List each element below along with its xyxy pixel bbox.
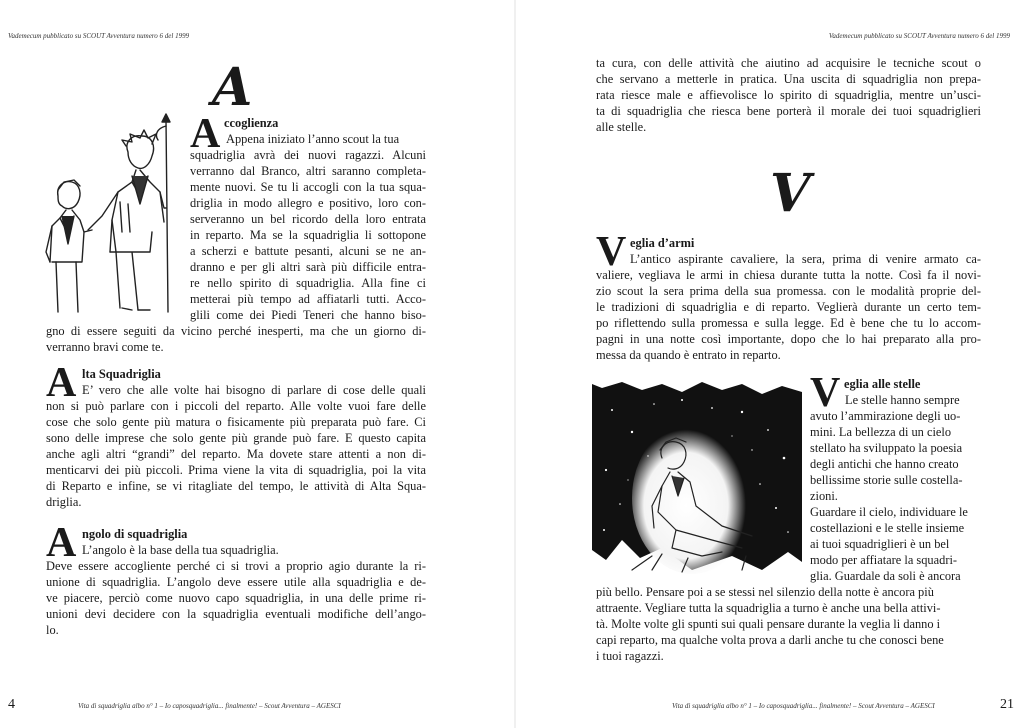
veglia-stelle-body-continued: più bello. Pensare poi a se stessi nel silenzio della notte è ancora più attraente. Vegliare tutta la squadriglia a turno è anche una bella attivi- tà. Molte volte gli spunti sui quali pensare durante la veglia li danno i capi reparto, ma qualche volta prova a darli anche tu che conosci bene i tuoi ragazzi.	[596, 585, 944, 663]
angolo-body: Deve essere accogliente perché ci si trovi a proprio agio durante la ri- unione di squadriglia. L’angolo deve essere utile alla squadriglia e de- ve piacere, perciò come nuovo capo squadriglia, in una delle prime ri- unioni devi decidere con la squadriglia eventuali modifiche dell’ango- lo.	[46, 559, 426, 637]
section-title-veglia-armi: eglia d’armi	[630, 236, 695, 250]
stargazing-illustration	[592, 380, 802, 580]
scouts-handshake-illustration	[40, 112, 190, 322]
left-page-header: Vademecum pubblicato su SCOUT Avventura numero 6 del 1999	[8, 32, 190, 40]
alta-squadriglia-body: non si può parlare con i piccoli del reparto. Alle volte vuoi fare delle cose che solo gente più matura o fisicamente più preparata può fare. Ci sono delle imprese che solo gente più grande può fare. E questo capita anche agli altri “grandi” del reparto. Ma dovete stare attenti a non di- menticarvi dei più piccoli. Prima viene la vita di squadriglia, poi la vita di Reparto e infine, se vi ritagliate del tempo, le attività di Alta Squa- driglia.	[46, 399, 426, 509]
accoglienza-body: squadriglia avrà dei nuovi ragazzi. Alcuni verranno dal Branco, altri saranno completa- mente nuovi. Se tu li accogli con la tua squa- driglia in modo allegro e positivo, loro con- serveranno un bel ricordo della loro entrata in reparto. Ma se la squadriglia li sottopone a scherzi e battute pesanti, alcuni se ne an- dranno e per gli altri sarà più difficile entra- re nello spirito di squadriglia. Alla fine ci metterai più tempo ad affiatarli tutti. Acco- glili come dei Piedi Teneri che hanno biso-	[190, 148, 426, 322]
section-title-accoglienza: ccoglienza	[224, 116, 279, 130]
intro-paragraph: ta cura, con delle attività che aiutino ad acquisire le tecniche scout o che servano a metterle in pratica. Una uscita di squadriglia non prepa- rata riesce male e affievolisce lo spirito di squadriglia, mentre un’usci- ta di squadriglia che riesca bene porterà il morale dei tuoi squadriglieri alle stelle.	[596, 56, 981, 134]
veglia-armi-line-1: L’antico aspirante cavaliere, la sera, prima di venire armato ca-	[630, 252, 981, 266]
left-page-footer: Vita di squadriglia albo n° 1 – Io caposquadriglia... finalmente! – Scout Avventura – AGESCI	[78, 702, 341, 710]
section-title-alta-squadriglia: lta Squadriglia	[82, 367, 161, 381]
veglia-armi-body: valiere, vegliava le armi in chiesa durante tutta la notte. Così fa il novi- zio scout la sera prima della sua promessa. con le modalità proprie del- le tradizioni di squadriglia e di reparto. Veglierà durante un certo tem- po riflettendo sulla promessa e sulla legge. Ed è bene che tu lo accom- pagni in una notte così importante, dopo che lo hai preparato alla pro- messa da quando è entrato in reparto.	[596, 268, 981, 362]
section-letter-ornament-v: V	[770, 163, 811, 224]
drop-cap-veglia-stelle: V	[810, 370, 841, 416]
angolo-line-1: L’angolo è la base della tua squadriglia.	[82, 543, 279, 557]
right-page-header: Vademecum pubblicato su SCOUT Avventura numero 6 del 1999	[828, 32, 1010, 40]
drop-cap-angolo: A	[46, 520, 77, 566]
page-gutter	[514, 0, 516, 728]
accoglienza-body-continued: gno di essere seguiti da vicino perché inesperti, ma che un giorno di- verranno bravi come te.	[46, 324, 426, 354]
drop-cap-alta-squadriglia: A	[46, 360, 77, 406]
right-page-number: 21	[1000, 697, 1014, 712]
section-letter-ornament-a: A	[212, 57, 253, 118]
drop-cap-accoglienza: A	[190, 111, 221, 157]
left-page-number: 4	[8, 697, 15, 712]
drop-cap-veglia-armi: V	[596, 229, 627, 275]
veglia-stelle-line-1: Le stelle hanno sempre	[845, 393, 960, 407]
right-page-footer: Vita di squadriglia albo n° 1 – Io caposquadriglia... finalmente! – Scout Avventura – AGESCI	[672, 702, 935, 710]
veglia-stelle-body: avuto l’ammirazione degli uo- mini. La bellezza di un cielo stellato ha sviluppato la poesia degli antichi che hanno creato bellissime storie sulle costella- zioni. Guardare il cielo, individuare le costellazioni e le stelle insieme ai tuoi squadriglieri è un bel modo per affiatare la squadri- glia. Guardale da soli è ancora	[810, 409, 968, 583]
section-title-angolo: ngolo di squadriglia	[82, 527, 188, 541]
alta-line-1: E’ vero che alle volte hai bisogno di parlare di cose delle quali	[82, 383, 426, 397]
accoglienza-line-1: Appena iniziato l’anno scout la tua	[226, 132, 400, 146]
section-title-veglia-stelle: eglia alle stelle	[844, 377, 921, 391]
